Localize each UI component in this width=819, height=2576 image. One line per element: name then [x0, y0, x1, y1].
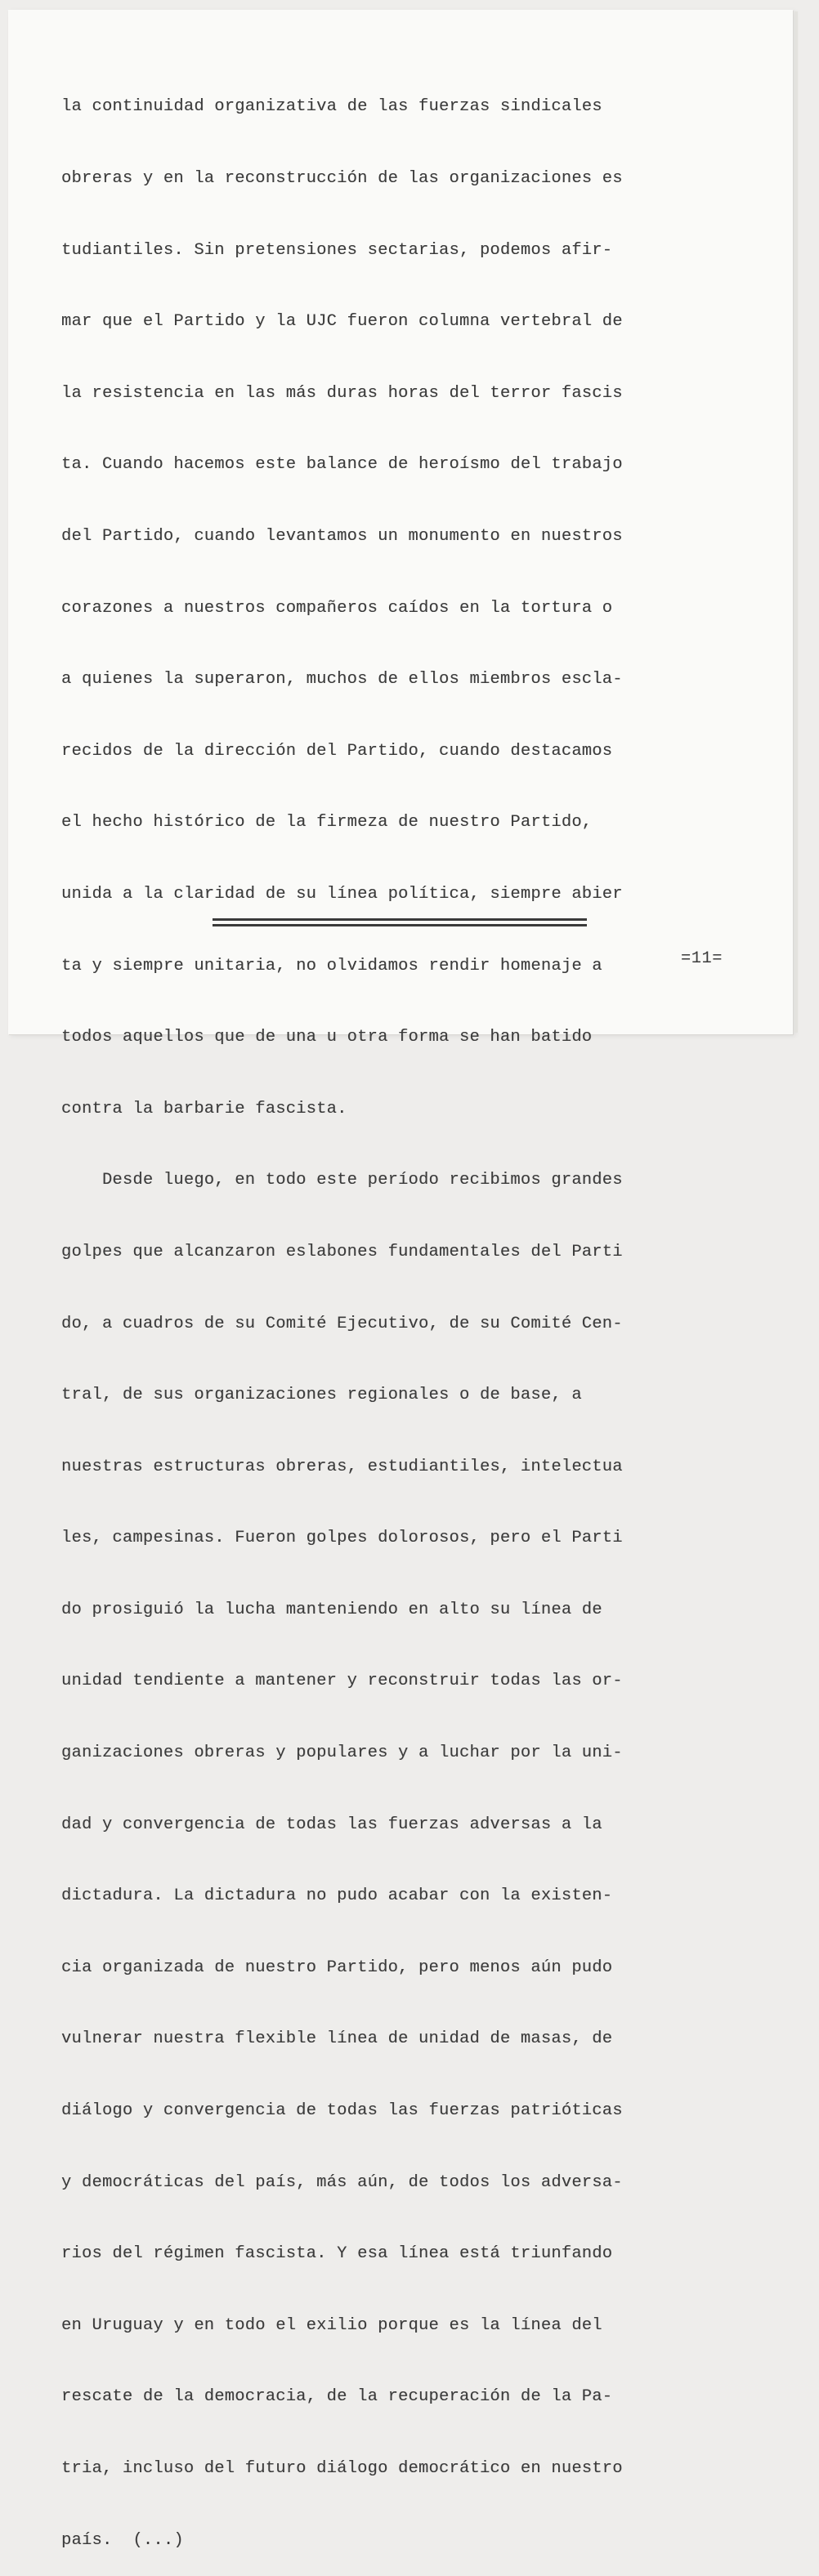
text-line: Desde luego, en todo este período recibimos grandes [61, 1171, 623, 1190]
text-line: a quienes la superaron, muchos de ellos miembros escla- [61, 670, 623, 690]
text-line: vulnerar nuestra flexible línea de unidad de masas, de [61, 2029, 613, 2049]
text-line: cia organizada de nuestro Partido, pero menos aún pudo [61, 1958, 613, 1977]
text-line: el hecho histórico de la firmeza de nuestro Partido, [61, 813, 593, 833]
page-number: =11= [681, 949, 723, 968]
divider-rule [213, 924, 587, 926]
text-line: obreras y en la reconstrucción de las organizaciones es [61, 169, 623, 188]
text-line: tudiantiles. Sin pretensiones sectarias, podemos afir- [61, 240, 613, 260]
text-line: todos aquellos que de una u otra forma se han batido [61, 1028, 593, 1047]
text-line: la continuidad organizativa de las fuerzas sindicales [61, 97, 602, 117]
page-edge [794, 11, 798, 1033]
text-line: recidos de la dirección del Partido, cuando destacamos [61, 741, 613, 761]
divider-rule [213, 918, 587, 921]
text-line: dad y convergencia de todas las fuerzas adversas a la [61, 1815, 602, 1834]
text-line: del Partido, cuando levantamos un monumento en nuestros [61, 526, 623, 546]
text-line: nuestras estructuras obreras, estudiantiles, intelectua [61, 1457, 623, 1476]
text-line: contra la barbarie fascista. [61, 1099, 347, 1118]
text-line: unida a la claridad de su línea política, siempre abier [61, 884, 623, 904]
text-line: unidad tendiente a mantener y reconstruir todas las or- [61, 1672, 623, 1691]
text-line: la resistencia en las más duras horas del terror fascis [61, 383, 623, 403]
text-line: tral, de sus organizaciones regionales o de base, a [61, 1386, 582, 1405]
text-line: golpes que alcanzaron eslabones fundamentales del Parti [61, 1242, 623, 1261]
text-line: rescate de la democracia, de la recuperación de la Pa- [61, 2387, 613, 2407]
text-line: en Uruguay y en todo el exilio porque es la línea del [61, 2315, 602, 2335]
text-line: tria, incluso del futuro diálogo democrático en nuestro [61, 2459, 623, 2478]
text-line: rios del régimen fascista. Y esa línea está triunfando [61, 2244, 613, 2264]
text-line: dictadura. La dictadura no pudo acabar con la existen- [61, 1886, 613, 1906]
text-line: diálogo y convergencia de todas las fuerzas patrióticas [61, 2101, 623, 2121]
text-line: ta y siempre unitaria, no olvidamos rendir homenaje a [61, 956, 602, 975]
text-line: do prosiguió la lucha manteniendo en alto su línea de [61, 1600, 602, 1619]
text-line: corazones a nuestros compañeros caídos en la tortura o [61, 598, 613, 618]
text-line: ta. Cuando hacemos este balance de heroísmo del trabajo [61, 455, 623, 475]
text-line: mar que el Partido y la UJC fueron columna vertebral de [61, 312, 623, 332]
text-line: do, a cuadros de su Comité Ejecutivo, de su Comité Cen- [61, 1314, 623, 1333]
text-line: ganizaciones obreras y populares y a luchar por la uni- [61, 1743, 623, 1763]
text-line: país. (...) [61, 2530, 184, 2550]
text-line: y democráticas del país, más aún, de todos los adversa- [61, 2172, 623, 2192]
body-text [61, 47, 740, 2576]
text-line: les, campesinas. Fueron golpes dolorosos, pero el Parti [61, 1529, 623, 1548]
